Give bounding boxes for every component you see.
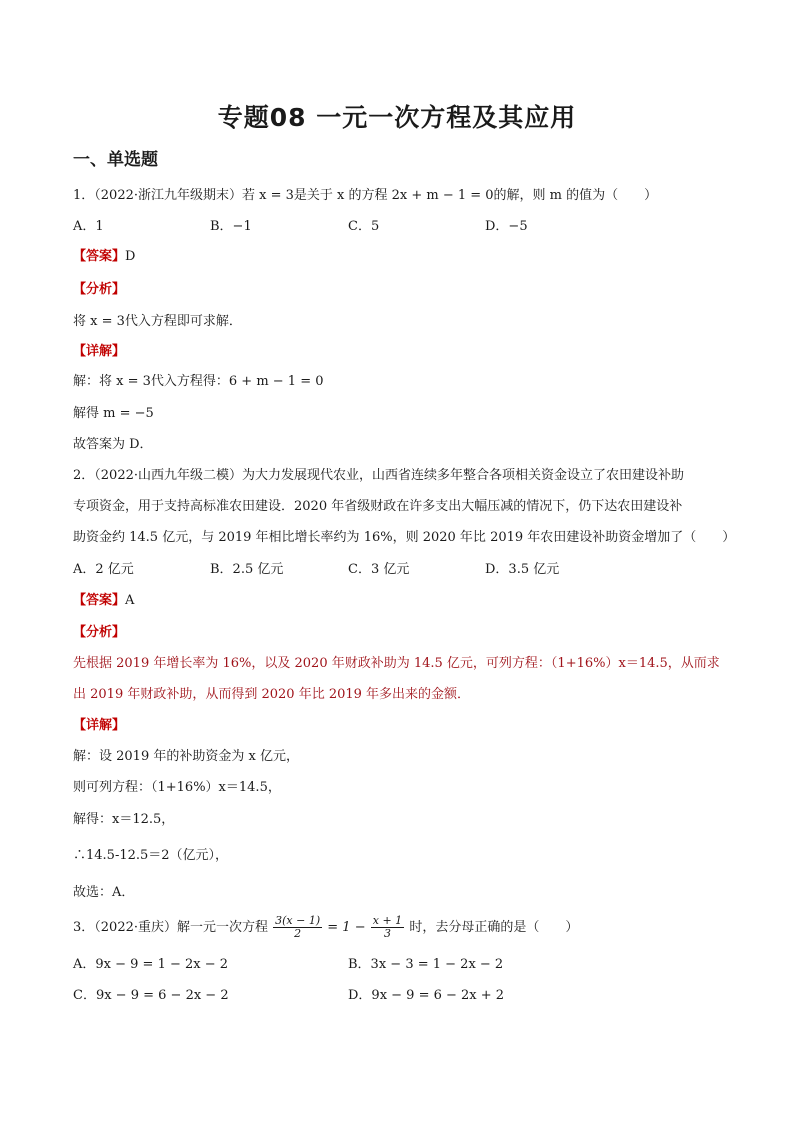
answer-tag: 【答案】 <box>73 249 126 264</box>
q1-detail-tag: 【详解】 <box>73 344 126 359</box>
q2-detail-2: 则可列方程：（1+16%）x＝14.5， <box>73 780 281 795</box>
q1-detail-1: 解：将 x = 3代入方程得：6 + m − 1 = 0 <box>73 374 324 389</box>
q2-analysis-2: 出 2019 年财政补助，从而得到 2020 年比 2019 年多出来的金额． <box>73 687 471 702</box>
q3-stem <box>73 915 578 940</box>
q2-stem-1: 2．（2022·山西九年级二模）为大力发展现代农业，山西省连续多年整合各项相关资金设立了农田建设补助 <box>73 468 684 483</box>
q1-detail-3: 故答案为 D． <box>73 437 153 452</box>
q3-stem-post: 时，去分母正确的是（ ） <box>409 920 579 935</box>
q3-fraction-1 <box>273 915 322 940</box>
q2-option-c: C．3 亿元 <box>348 562 410 577</box>
section-heading: 一、单选题 <box>73 150 158 170</box>
q2-answer: A <box>125 593 135 608</box>
q3-stem-pre: 3．（2022·重庆）解一元一次方程 <box>73 920 268 935</box>
page-title: 专题08 一元一次方程及其应用 <box>217 103 577 132</box>
q2-option-a: A．2 亿元 <box>73 562 134 577</box>
q1-option-b: B．−1 <box>210 219 252 234</box>
q2-analysis-1: 先根据 2019 年增长率为 16%，以及 2020 年财政补助为 14.5 亿元，可列方程：（1+16%）x＝14.5，从而求 <box>73 656 720 671</box>
q1-analysis-tag: 【分析】 <box>73 282 126 297</box>
q2-analysis-tag: 【分析】 <box>73 625 126 640</box>
q1-answer-line <box>73 247 135 267</box>
q3-fraction-1-numerator: 3(x − 1) <box>275 914 321 927</box>
q3-fraction-2-denominator: 3 <box>383 927 391 940</box>
q3-option-d: D．9x − 9 = 6 − 2x + 2 <box>348 988 505 1003</box>
q3-option-a: A．9x − 9 = 1 − 2x − 2 <box>73 957 229 972</box>
q2-detail-3: 解得：x＝12.5， <box>73 812 175 827</box>
q3-option-b: B．3x − 3 = 1 − 2x − 2 <box>348 957 504 972</box>
q3-fraction-2-numerator: x + 1 <box>372 914 403 927</box>
q2-detail-4: ∴14.5-12.5＝2（亿元）， <box>73 848 229 863</box>
q1-option-a: A．1 <box>73 219 104 234</box>
q3-fraction-1-denominator: 2 <box>294 927 302 940</box>
answer-tag: 【答案】 <box>73 593 126 608</box>
q2-detail-5: 故选：A． <box>73 885 135 900</box>
q3-fraction-2 <box>371 915 404 940</box>
q2-option-d: D．3.5 亿元 <box>485 562 560 577</box>
q3-option-c: C．9x − 9 = 6 − 2x − 2 <box>73 988 229 1003</box>
q3-equals: = 1 − <box>327 920 366 935</box>
q2-stem-3: 助资金约 14.5 亿元，与 2019 年相比增长率约为 16%，则 2020 年比 2019 年农田建设补助资金增加了（ ） <box>73 530 736 545</box>
q2-option-b: B．2.5 亿元 <box>210 562 284 577</box>
q1-detail-2: 解得 m = −5 <box>73 406 154 421</box>
q1-answer: D <box>125 249 136 264</box>
q2-stem-2: 专项资金，用于支持高标准农田建设．2020 年省级财政在许多支出大幅压减的情况下，仍下达农田建设补 <box>73 499 683 514</box>
q2-detail-tag: 【详解】 <box>73 718 126 733</box>
q1-stem: 1．（2022·浙江九年级期末）若 x = 3是关于 x 的方程 2x + m − 1 = 0的解，则 m 的值为（ ） <box>73 188 658 203</box>
q2-detail-1: 解：设 2019 年的补助资金为 x 亿元， <box>73 749 299 764</box>
q1-analysis: 将 x = 3代入方程即可求解． <box>73 314 242 329</box>
q2-answer-line <box>73 591 134 611</box>
q1-option-c: C．5 <box>348 219 380 234</box>
q1-option-d: D．−5 <box>485 219 528 234</box>
